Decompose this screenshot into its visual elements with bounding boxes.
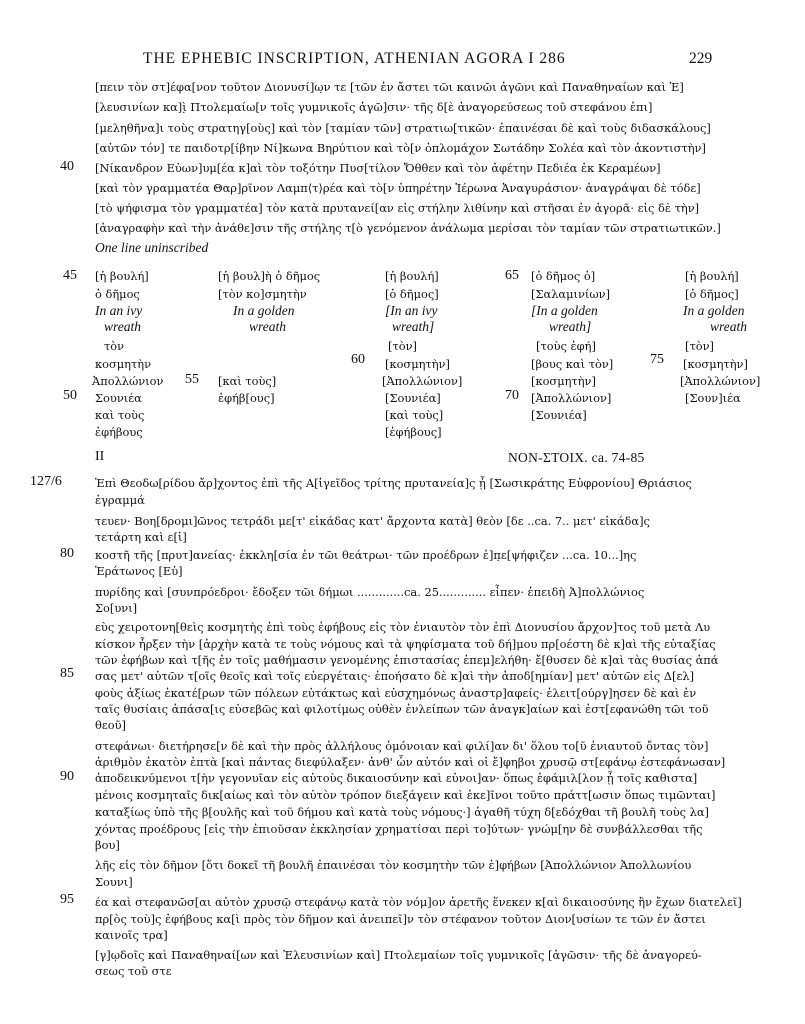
uninscribed-note: One line uninscribed: [95, 240, 209, 255]
crown-text: [Σουνιέα]: [531, 408, 587, 422]
text-line: λῆς εἰς τὸν δῆμον [ὅτι δοκεῖ τῆ βουλῆ ἐπαινέσαι τὸν κοσμητὴν τῶν ἐ]φήβων [Ἀπολλώνιον Ἀπολλωνίου: [95, 858, 692, 872]
crown-text: [ὁ δῆμος]: [685, 287, 739, 301]
text-line: μένοις κοσμηταῖς δικ[αίως καὶ τὸν αὐτὸν τρόπον διεξάγειν καὶ ἐκε]ῖνοι τοῦτο πράττ[ωσιν ὅπως τιμῶνται]: [95, 788, 716, 802]
crown-text: [In an ivy: [385, 303, 438, 318]
line-number: 45: [63, 268, 77, 283]
line-number: 80: [60, 546, 74, 561]
text-line: Ἐπὶ Θεοδω[ρίδου ἄρ]χοντος ἐπὶ τῆς Α[ἰγεῖδος τρίτης πρυτανεία]ς ᾗ [Σωσικράτης Εὐφρονίου] Θριάσιος: [95, 476, 692, 490]
text-line: ἐγραμμά: [95, 493, 145, 507]
text-line: καταξίως ὑπὸ τῆς β[ουλῆς καὶ τοῦ δήμου καὶ κατὰ τοὺς νόμους·] ἀγαθῆ τύχη δ[εδόχθαι τῆ βουλῆ τοὺς λα]: [95, 805, 709, 819]
text-line: τῶν ἐφήβων καὶ τ[ῆς ἐν τοῖς μαθήμασιν γενομένης ἐπιστασίας ἐπεμ]ελήθη· ἔ[θυσεν δὲ κ]αὶ τὰς θυσίας ἁπά: [95, 653, 719, 667]
crown-text: [In a golden: [531, 303, 598, 318]
text-line: ἀριθμὸν ἑκατὸν ἑπτὰ [καὶ πάντας διεφύλαξεν· ἀνθ' ὧν αὐτόν καὶ οἱ ἔ]φηβοι χρυσῷ στ[εφάνῳ ἐστεφάνωσαν]: [95, 755, 726, 769]
crown-text: [Ἀπολλώνιον]: [382, 374, 463, 388]
text-line: ταῖς θυσίαις ἁπάσα[ις εὐσεβῶς καὶ φιλοτίμως οὐθὲν ἐνλείπων τῶν ἀναγκ]αίων καὶ ἐστ[εφανώθη τῶι τοῦ: [95, 702, 709, 716]
text-line: θεοῦ]: [95, 718, 126, 732]
line-number: 85: [60, 666, 74, 681]
text-line: Σο[υνι]: [95, 601, 138, 615]
crown-text: In a golden: [683, 303, 745, 318]
text-line: πρ[ὸς τοὺ]ς ἐφήβους κα[ὶ πρὸς τὸν δῆμον καὶ ἀνειπεῖ]ν τὸν στέφανον τοῦτον Διον[υσίων τε τῶν ἐν ἄστει: [95, 912, 706, 926]
crown-text: [τὸν]: [685, 339, 714, 353]
crown-text: [Σαλαμινίων]: [531, 287, 611, 301]
crown-text: [ἡ βουλή]: [685, 269, 739, 283]
text-line: [Νίκανδρον Εὐων]υμ[έα κ]αὶ τὸν τοξότην Πυσ[τίλον Ὄθθεν καὶ τὸν ἀφέτην Πεδιέα ἐκ Κεραμέων]: [95, 161, 661, 175]
crown-text: [ὁ δῆμος ὁ]: [531, 269, 596, 283]
crown-text: Ἀπολλώνιον: [92, 374, 164, 388]
line-number: 70: [505, 388, 519, 403]
text-line: καινοῖς τρα]: [95, 928, 168, 942]
text-line: [καὶ τὸν γραμματέα Θαρ]ρῖνον Λαμπ⟨τ⟩ρέα καὶ τὸ[ν ὑπηρέτην Ἱέρωνα Ἀναγυράσιον· ἀναγράψαι δὲ τόδε]: [95, 181, 701, 195]
stoich-note: NON-ΣΤΟΙΧ. ca. 74-85: [508, 450, 645, 465]
page-title: THE EPHEBIC INSCRIPTION, ATHENIAN AGORA I 286: [143, 50, 566, 67]
text-line: βου]: [95, 838, 120, 852]
crown-text: [ἡ βουλή]: [385, 269, 439, 283]
crown-text: In a golden: [233, 303, 295, 318]
text-line: [γ]ῳδοῖς καὶ Παναθηναί[ων καὶ Ἐλευσινίων καὶ] Πτολεμαίων τοῖς γυμνικοῖς [ἀγῶσιν· τῆς δὲ ἀναγορεύ-: [95, 948, 702, 962]
text-line: στεφάνωι· διετήρησε[ν δὲ καὶ τὴν πρὸς ἀλλήλους ὁμόνοιαν καὶ φιλί]αν δι' ὅλου το[ῦ ἐνιαυτοῦ ὄντας τὸν]: [95, 739, 709, 753]
section-number: II: [95, 449, 105, 464]
text-line: τευεν· Βοη[δρομι]ῶνος τετράδι με[τ' εἰκάδας κατ' ἄρχοντα κατὰ] θεὸν [δε ..ca. 7.. μετ' εἰκάδα]ς: [95, 514, 650, 528]
crown-text: [Ἀπολλώνιον]: [531, 391, 612, 405]
line-number: 90: [60, 769, 74, 784]
crown-text: [κοσμητὴν]: [683, 357, 748, 371]
text-line: [τὸ ψήφισμα τὸν γραμματέα] τὸν κατὰ πρυτανεί[αν εἰς στήλην λιθίνην καὶ στῆσαι ἐν ἀγορᾶ· εἰς δὲ τὴν]: [95, 201, 700, 215]
crown-text: [ἡ βουλ]ὴ ὁ δῆμος: [218, 269, 321, 283]
running-header: [0, 50, 805, 72]
crown-text: [τοὺς ἐφή]: [536, 339, 596, 353]
crown-text: [τὸν κο]σμητὴν: [218, 287, 307, 301]
crown-text: wreath]: [392, 319, 435, 334]
line-number: 65: [505, 268, 519, 283]
line-number: 75: [650, 352, 664, 367]
line-number: 50: [63, 388, 77, 403]
crown-text: [κοσμητὴν]: [531, 374, 596, 388]
text-line: Σουνι]: [95, 875, 133, 889]
crown-text: [καὶ τοὺς]: [218, 374, 277, 388]
text-line: πυρίδης καὶ [συνπρόεδροι· ἔδοξεν τῶι δήμωι .............ca. 25............. εἶπεν· ἐπειδὴ Ἀ]πολλώνιος: [95, 585, 645, 599]
crown-text: wreath: [104, 319, 141, 334]
crown-text: καὶ τοὺς: [95, 408, 145, 422]
text-line: κίσκον ἦρξεν τὴν [ἀρχὴν κατὰ τε τοὺς νόμους καὶ τὰ ψηφίσματα τοῦ δή]μου πρ[οέστη δὲ κ]αὶ τῆς εὐταξίας: [95, 637, 716, 651]
text-line: [λευσινίων κα]ὶ̣ Πτολεμαίω[ν τοῖς γυμνικοῖς ἀγῶ]σιν· τῆς δ[ὲ ἀναγορεύσεως τοῦ στεφάνου ἐπι]: [95, 100, 653, 114]
crown-text: [Σουν]ιέα: [685, 391, 741, 405]
text-line: [ἀναγραφὴν καὶ τὴν ἀνάθε]σιν τῆς στήλης τ[ὸ γενόμενον ἀνάλωμα μερίσαι τὸν ταμίαν τῶν στρατιωτικῶν.]: [95, 221, 721, 235]
crown-text: [τὸν]: [388, 339, 417, 353]
year-label: 127/6: [30, 474, 62, 489]
text-line: ἀποδεικνύμενοι τ[ὴν γεγονυῖαν εἰς αὐτοὺς δικαιοσύνην καὶ εὐνοι]αν· ὅπως ἐφάμιλ[λον ᾖ τοῖς καθιστα]: [95, 771, 698, 785]
text-line: [μεληθῆνα]ι τοὺς στρατηγ[οὺς] καὶ τὸν [ταμίαν τῶν] στρατιω[τικῶν· ἐπαινέσαι δὲ καὶ τοὺς διδασκάλους]: [95, 121, 711, 135]
crown-text: ἐφήβους: [95, 425, 143, 439]
text-line: [πειν τὸν στ]έφα[νον τοῦτον Διονυσί]ω̣ν τε [τῶν ἐν ἄστει τῶι καινῶι ἀγῶνι καὶ Παναθηναίων καὶ Ἐ]: [95, 80, 684, 94]
text-line: κοστῆ τῆς [πρυτ]ανείας· ἐκκλη[σία ἐν τῶι θεάτρωι· τῶν προέδρων ἐ]π̣ε[ψήφιζεν ...ca. 10...]ης: [95, 548, 637, 562]
crown-text: Σουνιέα: [95, 391, 142, 405]
text-line: εὺς χειροτονη[θεὶς κοσμητὴς ἐπὶ τοὺς ἐφήβους εἰς τὸν ἐνιαυτὸν τὸν ἐπὶ Διονυσίου ἄρχον]τος τοῦ μετὰ Λυ: [95, 620, 711, 634]
line-number: 95: [60, 892, 74, 907]
crown-text: ἐφήβ[ους]: [218, 391, 275, 405]
line-number: 40: [60, 159, 74, 174]
text-line: φοὺς ἀξίως ἑκατέ[ρων τῶν πόλεων εὐτάκτως καὶ εὐσχημόνως ἀναστρ]αφείς· ἐλειτ[ούργ]ησεν δὲ καὶ ἐν: [95, 686, 697, 700]
crown-text: [κοσμητὴν]: [385, 357, 450, 371]
line-number: 60: [351, 352, 365, 367]
crown-text: [ὁ δῆμος]: [385, 287, 439, 301]
crown-text: [ἡ βουλή]: [95, 269, 149, 283]
crown-text: [ἐφήβους]: [385, 425, 442, 439]
crown-text: wreath: [249, 319, 286, 334]
crown-text: wreath]: [549, 319, 592, 334]
text-line: έα καὶ στεφανῶσ[αι αὐτὸν χρυσῷ στεφάνῳ κατὰ τὸν νόμ]ον ἀρετῆς ἕνεκεν κ[αὶ δικαιοσύνης ἣν ἔχων διατελεῖ]: [95, 895, 742, 909]
text-line: Ἐράτωνος [Εὐ]: [95, 564, 183, 578]
crown-text: κοσμητὴν: [95, 357, 152, 371]
crown-text: [καὶ τοὺς]: [385, 408, 444, 422]
page-number: 229: [689, 50, 713, 67]
text-line: τετάρτη καὶ ε[ἰ]: [95, 530, 187, 544]
crown-text: τὸν: [104, 339, 125, 353]
text-line: σας μετ' αὐτῶν τ[οῖς θεοῖς καὶ τοῖς εὐεργέταις· ἐποήσατο δὲ κ]αὶ τὴν ἀποδ[ημίαν] μετ' αὐτῶν εἰς Δ[ελ]: [95, 669, 695, 683]
crown-text: [Σουνιέα]: [385, 391, 441, 405]
crown-text: wreath: [710, 319, 747, 334]
crown-text: ὁ δῆμος: [95, 287, 140, 301]
text-line: χόντας προέδρους [εἰς τὴν ἐπιοῦσαν ἐκκλησίαν χρηματίσαι περὶ το]ύτων· γνώμ[ην δὲ συνβάλλεσθαι τῆς: [95, 822, 703, 836]
crown-text: In an ivy: [95, 303, 143, 318]
line-number: 55: [185, 372, 199, 387]
text-line: [αὐτῶν τόν] τε παιδοτρ[ίβην Νί]κωνα Βηρύτιον καὶ τὸ[ν ὁπλομάχον Σωτάδην Σολέα καὶ τὸν ἀκοντιστὴν]: [95, 141, 706, 155]
text-line: σεως τοῦ στε: [95, 964, 172, 978]
crown-text: [βους καὶ τὸν]: [531, 357, 614, 371]
crown-text: [Ἀπολλώνιον]: [680, 374, 761, 388]
